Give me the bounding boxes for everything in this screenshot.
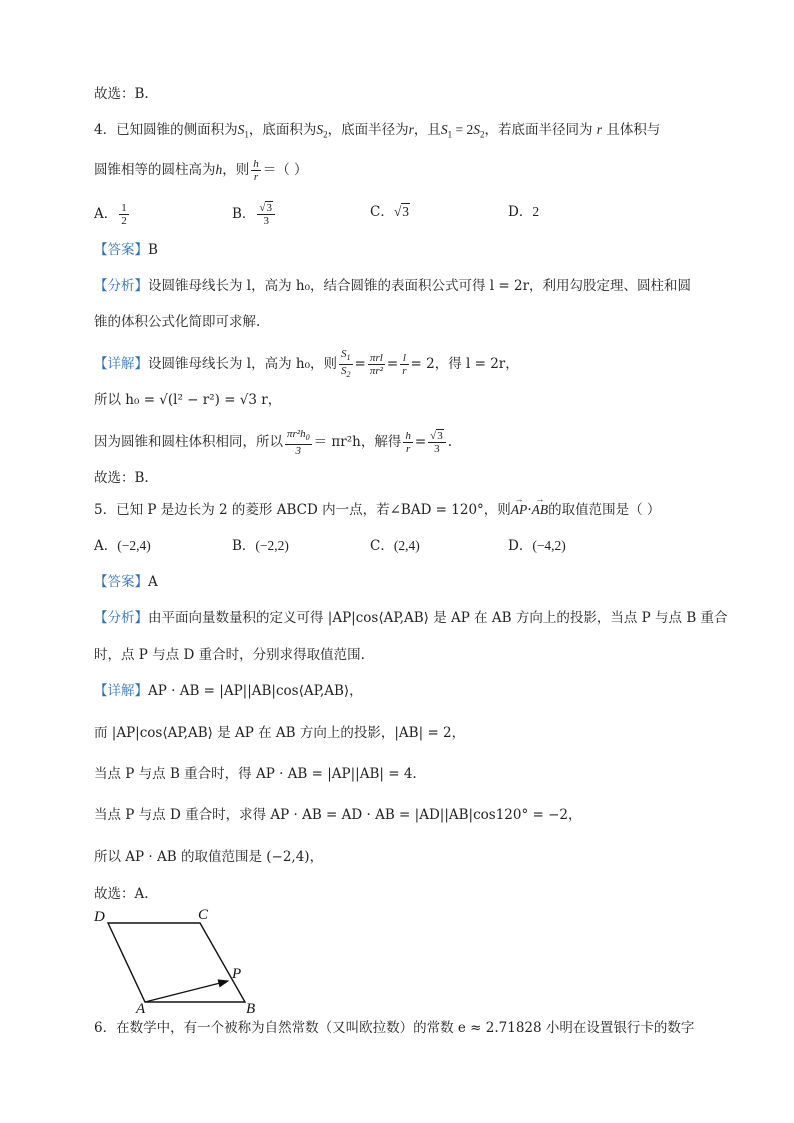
q5-option-a: A．(−2,4) (94, 538, 151, 554)
q5-detail-line1: 【详解】AP · AB = |AP||AB|cos⟨AP,AB⟩， (94, 683, 363, 699)
q4-final: 故选：B. (94, 470, 149, 486)
q4-analysis-line1: 【分析】设圆锥母线长为 l，高为 h₀，结合圆锥的表面积公式可得 l = 2r，利用勾股定理、圆柱和圆 (94, 278, 692, 294)
q5-detail-line3: 当点 P 与点 B 重合时，得 AP · AB = |AP||AB| = 4. (94, 766, 417, 782)
q5-analysis-line2: 时，点 P 与点 D 重合时，分别求得取值范围. (94, 647, 365, 663)
label-b: B (246, 1001, 256, 1015)
q4-analysis-line2: 锥的体积公式化简即可求解. (94, 314, 261, 330)
q5-analysis-line1: 【分析】由平面向量数量积的定义可得 |AP|cos⟨AP,AB⟩ 是 AP 在 AB 方向上的投影，当点 P 与点 B 重合 (94, 610, 728, 626)
prev-answer: 故选：B. (94, 86, 149, 102)
q5-option-c: C．(2,4) (370, 538, 420, 554)
q5-option-b: B．(−2,2) (232, 538, 289, 554)
q4-option-c: C．√3 (370, 204, 410, 220)
q4-option-a: A． $\frac{1}{2}$ (94, 202, 127, 227)
q5-answer: 【答案】A (94, 574, 158, 590)
label-c: C (198, 907, 209, 923)
q4-stem-line2: 圆锥相等的圆柱高为h，则 $\frac{h}{r}$ ＝（ ） (94, 158, 308, 183)
q5-stem: 5．已知 P 是边长为 2 的菱形 ABCD 内一点，若∠BAD = 120°，则→ AP·→ AB的取值范围是（ ） (94, 500, 660, 520)
label-p: P (232, 966, 242, 982)
vector-ap (145, 981, 228, 1002)
rhombus-shape (108, 923, 245, 1002)
q5-detail-line4: 当点 P 与点 D 重合时，求得 AP · AB = AD · AB = |AD||AB|cos120° = −2， (94, 807, 582, 823)
q4-stem-line1: 4．已知圆锥的侧面积为$S_1$，底面积为$S_2$，底面半径为r，且$S_1 = 2S_2$，若底面半径同为 r 且体积与 (94, 122, 661, 140)
q4-option-b: B． $\frac{√3}{3}$ (232, 202, 277, 227)
q5-option-d: D．(−4,2) (508, 538, 566, 554)
q5-detail-line2: 而 |AP|cos⟨AP,AB⟩ 是 AP 在 AB 方向上的投影，|AB| = 2， (94, 725, 466, 741)
rhombus-figure (90, 905, 280, 1015)
q4-answer: 【答案】B (94, 242, 158, 258)
q5-final: 故选：A. (94, 886, 149, 902)
q4-option-d: D．2 (508, 204, 540, 220)
q4-detail-line2: 所以 h₀ = √(l² − r²) = √3 r， (94, 392, 282, 408)
label-a: A (136, 1001, 146, 1015)
q5-detail-line5: 所以 AP · AB 的取值范围是 (−2,4)， (94, 849, 324, 865)
q4-detail-line3: 因为圆锥和圆柱体积相同，所以 $\frac{\pi r^2h_0}{3}$ ＝ πr²h，解得 $\frac{h}{r}$ = $\frac{√3}{3}$ . (94, 428, 452, 458)
label-d: D (94, 909, 105, 925)
q4-detail-line1: 【详解】设圆锥母线长为 l，高为 h₀，则 $\frac{S_1}{S_2}$ = $\frac{\text{πrl}}{\text{πr²}}$ = $\frac{l}{r}$ = 2，得 l = 2r， (94, 348, 519, 380)
q6-stem-line1: 6．在数学中，有一个被称为自然常数（又叫欧拉数）的常数 e ≈ 2.71828 小明在设置银行卡的数字 (94, 1020, 695, 1036)
